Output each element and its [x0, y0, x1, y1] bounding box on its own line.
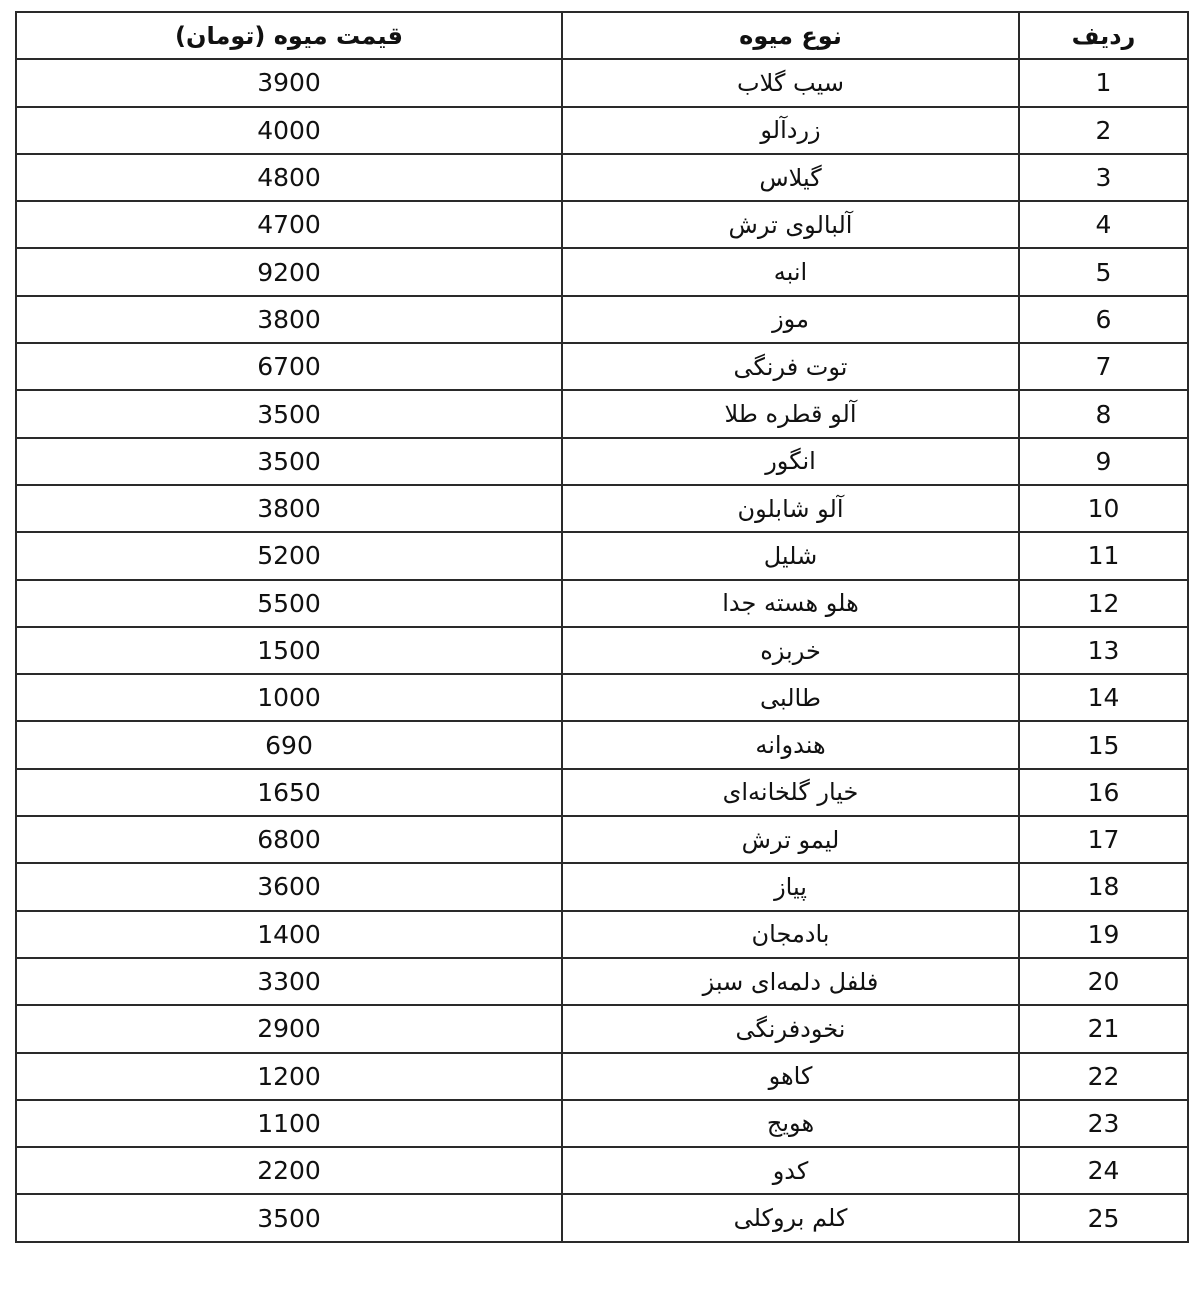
- header-row-number: ردیف: [1019, 12, 1188, 59]
- table-row: [16, 674, 1188, 721]
- cell-row-number: 25: [1019, 1194, 1188, 1241]
- cell-fruit-type: کاهو: [562, 1053, 1019, 1100]
- cell-price: 3800: [16, 296, 562, 343]
- cell-price: 2200: [16, 1147, 562, 1194]
- cell-price: 6700: [16, 343, 562, 390]
- cell-row-number: 20: [1019, 958, 1188, 1005]
- cell-row-number: 22: [1019, 1053, 1188, 1100]
- table-row: [16, 296, 1188, 343]
- cell-fruit-type: هندوانه: [562, 721, 1019, 768]
- cell-fruit-type: کلم بروکلی: [562, 1194, 1019, 1241]
- cell-fruit-type: فلفل دلمه‌ای سبز: [562, 958, 1019, 1005]
- cell-price: 3800: [16, 485, 562, 532]
- cell-price: 1100: [16, 1100, 562, 1147]
- table-row: [16, 627, 1188, 674]
- cell-fruit-type: آلو شابلون: [562, 485, 1019, 532]
- table-row: [16, 485, 1188, 532]
- table-row: [16, 911, 1188, 958]
- cell-fruit-type: انگور: [562, 438, 1019, 485]
- cell-row-number: 23: [1019, 1100, 1188, 1147]
- table-header-row: [16, 12, 1188, 59]
- cell-price: 1200: [16, 1053, 562, 1100]
- table-row: [16, 1005, 1188, 1052]
- cell-fruit-type: آلو قطره طلا: [562, 390, 1019, 437]
- table-row: [16, 1147, 1188, 1194]
- fruit-price-table: [15, 11, 1189, 1243]
- cell-price: 690: [16, 721, 562, 768]
- table-row: [16, 438, 1188, 485]
- cell-fruit-type: موز: [562, 296, 1019, 343]
- cell-price: 3500: [16, 438, 562, 485]
- cell-row-number: 14: [1019, 674, 1188, 721]
- cell-row-number: 4: [1019, 201, 1188, 248]
- table-row: [16, 390, 1188, 437]
- cell-row-number: 12: [1019, 580, 1188, 627]
- cell-fruit-type: شلیل: [562, 532, 1019, 579]
- cell-price: 3500: [16, 390, 562, 437]
- cell-price: 4800: [16, 154, 562, 201]
- table-row: [16, 1100, 1188, 1147]
- cell-row-number: 7: [1019, 343, 1188, 390]
- cell-fruit-type: کدو: [562, 1147, 1019, 1194]
- cell-price: 3300: [16, 958, 562, 1005]
- header-price: قیمت میوه (تومان): [16, 12, 562, 59]
- table-row: [16, 1053, 1188, 1100]
- cell-row-number: 9: [1019, 438, 1188, 485]
- cell-row-number: 6: [1019, 296, 1188, 343]
- cell-fruit-type: پیاز: [562, 863, 1019, 910]
- cell-price: 2900: [16, 1005, 562, 1052]
- cell-row-number: 10: [1019, 485, 1188, 532]
- cell-fruit-type: هویج: [562, 1100, 1019, 1147]
- header-fruit-type: نوع میوه: [562, 12, 1019, 59]
- cell-fruit-type: لیمو ترش: [562, 816, 1019, 863]
- cell-row-number: 5: [1019, 248, 1188, 295]
- cell-row-number: 19: [1019, 911, 1188, 958]
- table-row: [16, 343, 1188, 390]
- cell-fruit-type: خربزه: [562, 627, 1019, 674]
- cell-price: 1000: [16, 674, 562, 721]
- cell-row-number: 11: [1019, 532, 1188, 579]
- cell-row-number: 2: [1019, 107, 1188, 154]
- cell-price: 3600: [16, 863, 562, 910]
- cell-price: 4000: [16, 107, 562, 154]
- table-row: [16, 1194, 1188, 1241]
- table-row: [16, 248, 1188, 295]
- cell-fruit-type: آلبالوی ترش: [562, 201, 1019, 248]
- cell-row-number: 8: [1019, 390, 1188, 437]
- cell-fruit-type: زردآلو: [562, 107, 1019, 154]
- cell-price: 5200: [16, 532, 562, 579]
- cell-row-number: 13: [1019, 627, 1188, 674]
- cell-row-number: 16: [1019, 769, 1188, 816]
- cell-row-number: 1: [1019, 59, 1188, 106]
- table-row: [16, 532, 1188, 579]
- cell-price: 1400: [16, 911, 562, 958]
- table-row: [16, 863, 1188, 910]
- cell-row-number: 24: [1019, 1147, 1188, 1194]
- cell-price: 4700: [16, 201, 562, 248]
- cell-row-number: 15: [1019, 721, 1188, 768]
- cell-fruit-type: سیب گلاب: [562, 59, 1019, 106]
- cell-row-number: 3: [1019, 154, 1188, 201]
- cell-price: 9200: [16, 248, 562, 295]
- table-row: [16, 816, 1188, 863]
- cell-row-number: 21: [1019, 1005, 1188, 1052]
- table-row: [16, 769, 1188, 816]
- cell-fruit-type: خیار گلخانه‌ای: [562, 769, 1019, 816]
- table-row: [16, 59, 1188, 106]
- cell-price: 3500: [16, 1194, 562, 1241]
- cell-row-number: 18: [1019, 863, 1188, 910]
- cell-price: 6800: [16, 816, 562, 863]
- cell-price: 3900: [16, 59, 562, 106]
- table-row: [16, 958, 1188, 1005]
- table-row: [16, 107, 1188, 154]
- cell-price: 5500: [16, 580, 562, 627]
- cell-fruit-type: توت فرنگی: [562, 343, 1019, 390]
- table-row: [16, 154, 1188, 201]
- cell-fruit-type: هلو هسته جدا: [562, 580, 1019, 627]
- cell-fruit-type: گیلاس: [562, 154, 1019, 201]
- cell-fruit-type: انبه: [562, 248, 1019, 295]
- table-body: [16, 59, 1188, 1241]
- cell-price: 1500: [16, 627, 562, 674]
- table-row: [16, 201, 1188, 248]
- table-row: [16, 721, 1188, 768]
- cell-fruit-type: نخودفرنگی: [562, 1005, 1019, 1052]
- cell-fruit-type: طالبی: [562, 674, 1019, 721]
- table-row: [16, 580, 1188, 627]
- cell-price: 1650: [16, 769, 562, 816]
- cell-row-number: 17: [1019, 816, 1188, 863]
- cell-fruit-type: بادمجان: [562, 911, 1019, 958]
